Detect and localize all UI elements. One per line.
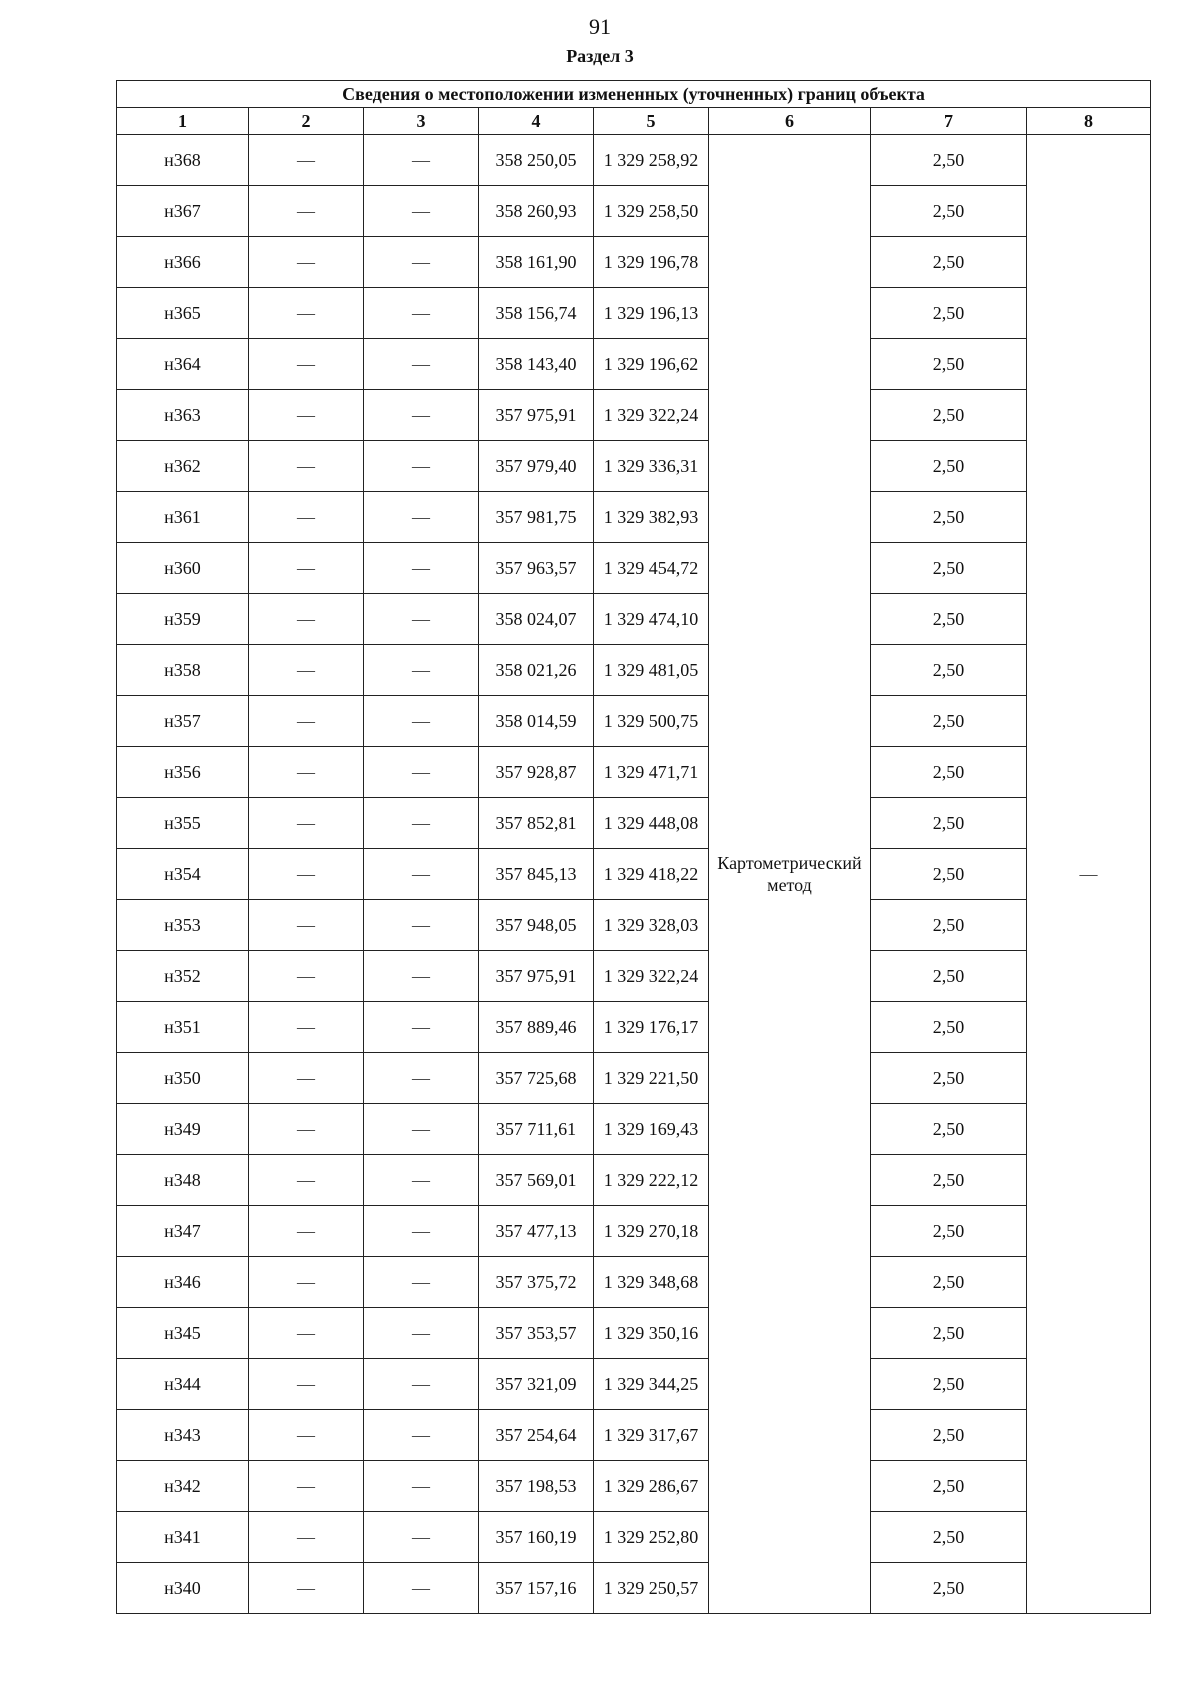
x-coordinate-cell: 357 725,68 <box>479 1053 594 1104</box>
column-2-cell: — <box>249 1206 364 1257</box>
y-coordinate-cell: 1 329 322,24 <box>594 951 709 1002</box>
point-name-cell: н357 <box>117 696 249 747</box>
y-coordinate-cell: 1 329 258,50 <box>594 186 709 237</box>
x-coordinate-cell: 357 981,75 <box>479 492 594 543</box>
y-coordinate-cell: 1 329 344,25 <box>594 1359 709 1410</box>
column-3-cell: — <box>364 441 479 492</box>
column-3-cell: — <box>364 951 479 1002</box>
point-name-cell: н353 <box>117 900 249 951</box>
column-2-cell: — <box>249 798 364 849</box>
column-2-cell: — <box>249 1410 364 1461</box>
y-coordinate-cell: 1 329 328,03 <box>594 900 709 951</box>
column-2-cell: — <box>249 1002 364 1053</box>
table-row <box>117 135 1151 186</box>
column-2-cell: — <box>249 135 364 186</box>
y-coordinate-cell: 1 329 286,67 <box>594 1461 709 1512</box>
column-2-cell: — <box>249 1104 364 1155</box>
table-row <box>117 543 1151 594</box>
point-name-cell: н366 <box>117 237 249 288</box>
column-3-cell: — <box>364 900 479 951</box>
y-coordinate-cell: 1 329 350,16 <box>594 1308 709 1359</box>
column-3-cell: — <box>364 1359 479 1410</box>
table-row <box>117 1002 1151 1053</box>
point-name-cell: н361 <box>117 492 249 543</box>
x-coordinate-cell: 357 979,40 <box>479 441 594 492</box>
y-coordinate-cell: 1 329 250,57 <box>594 1563 709 1614</box>
point-name-cell: н346 <box>117 1257 249 1308</box>
point-name-cell: н368 <box>117 135 249 186</box>
y-coordinate-cell: 1 329 270,18 <box>594 1206 709 1257</box>
column-3-cell: — <box>364 1308 479 1359</box>
table-row <box>117 1461 1151 1512</box>
column-2-cell: — <box>249 1308 364 1359</box>
table-row <box>117 441 1151 492</box>
x-coordinate-cell: 358 250,05 <box>479 135 594 186</box>
point-name-cell: н348 <box>117 1155 249 1206</box>
accuracy-cell: 2,50 <box>871 492 1027 543</box>
column-number: 8 <box>1027 108 1151 135</box>
column-2-cell: — <box>249 543 364 594</box>
table-row <box>117 951 1151 1002</box>
point-name-cell: н363 <box>117 390 249 441</box>
accuracy-cell: 2,50 <box>871 594 1027 645</box>
column-2-cell: — <box>249 1359 364 1410</box>
x-coordinate-cell: 357 852,81 <box>479 798 594 849</box>
column-2-cell: — <box>249 1563 364 1614</box>
x-coordinate-cell: 357 160,19 <box>479 1512 594 1563</box>
y-coordinate-cell: 1 329 196,62 <box>594 339 709 390</box>
column-2-cell: — <box>249 186 364 237</box>
column-3-cell: — <box>364 492 479 543</box>
column-3-cell: — <box>364 645 479 696</box>
accuracy-cell: 2,50 <box>871 390 1027 441</box>
column-2-cell: — <box>249 1461 364 1512</box>
accuracy-cell: 2,50 <box>871 1053 1027 1104</box>
table-row <box>117 237 1151 288</box>
column-3-cell: — <box>364 1155 479 1206</box>
x-coordinate-cell: 357 375,72 <box>479 1257 594 1308</box>
accuracy-cell: 2,50 <box>871 1308 1027 1359</box>
point-name-cell: н355 <box>117 798 249 849</box>
y-coordinate-cell: 1 329 382,93 <box>594 492 709 543</box>
x-coordinate-cell: 358 260,93 <box>479 186 594 237</box>
table-row <box>117 1563 1151 1614</box>
column-2-cell: — <box>249 900 364 951</box>
table-row <box>117 1359 1151 1410</box>
accuracy-cell: 2,50 <box>871 1512 1027 1563</box>
column-number: 7 <box>871 108 1027 135</box>
x-coordinate-cell: 357 711,61 <box>479 1104 594 1155</box>
x-coordinate-cell: 357 198,53 <box>479 1461 594 1512</box>
accuracy-cell: 2,50 <box>871 441 1027 492</box>
table-row <box>117 186 1151 237</box>
table-title: Сведения о местоположении измененных (уточненных) границ объекта <box>117 81 1151 108</box>
x-coordinate-cell: 358 143,40 <box>479 339 594 390</box>
accuracy-cell: 2,50 <box>871 1104 1027 1155</box>
y-coordinate-cell: 1 329 418,22 <box>594 849 709 900</box>
column-3-cell: — <box>364 237 479 288</box>
table-row <box>117 288 1151 339</box>
y-coordinate-cell: 1 329 474,10 <box>594 594 709 645</box>
table-body <box>117 135 1151 1614</box>
column-3-cell: — <box>364 1257 479 1308</box>
x-coordinate-cell: 358 021,26 <box>479 645 594 696</box>
point-name-cell: н365 <box>117 288 249 339</box>
accuracy-cell: 2,50 <box>871 543 1027 594</box>
accuracy-cell: 2,50 <box>871 1461 1027 1512</box>
accuracy-cell: 2,50 <box>871 747 1027 798</box>
accuracy-cell: 2,50 <box>871 186 1027 237</box>
point-name-cell: н364 <box>117 339 249 390</box>
column-2-cell: — <box>249 1257 364 1308</box>
accuracy-cell: 2,50 <box>871 849 1027 900</box>
point-name-cell: н351 <box>117 1002 249 1053</box>
y-coordinate-cell: 1 329 454,72 <box>594 543 709 594</box>
x-coordinate-cell: 357 254,64 <box>479 1410 594 1461</box>
accuracy-cell: 2,50 <box>871 1563 1027 1614</box>
column-3-cell: — <box>364 1410 479 1461</box>
accuracy-cell: 2,50 <box>871 1257 1027 1308</box>
column-number: 3 <box>364 108 479 135</box>
accuracy-cell: 2,50 <box>871 237 1027 288</box>
table-row <box>117 798 1151 849</box>
column-3-cell: — <box>364 1461 479 1512</box>
point-name-cell: н343 <box>117 1410 249 1461</box>
column-2-cell: — <box>249 951 364 1002</box>
point-name-cell: н354 <box>117 849 249 900</box>
x-coordinate-cell: 357 157,16 <box>479 1563 594 1614</box>
column-3-cell: — <box>364 798 479 849</box>
column-2-cell: — <box>249 339 364 390</box>
table-row <box>117 1512 1151 1563</box>
column-3-cell: — <box>364 1104 479 1155</box>
table-row <box>117 339 1151 390</box>
page-number: 91 <box>589 14 611 39</box>
column-8-cell: — <box>1027 135 1151 1614</box>
x-coordinate-cell: 357 948,05 <box>479 900 594 951</box>
column-3-cell: — <box>364 594 479 645</box>
accuracy-cell: 2,50 <box>871 951 1027 1002</box>
accuracy-cell: 2,50 <box>871 798 1027 849</box>
table-row <box>117 696 1151 747</box>
table-row <box>117 594 1151 645</box>
point-name-cell: н347 <box>117 1206 249 1257</box>
accuracy-cell: 2,50 <box>871 645 1027 696</box>
point-name-cell: н352 <box>117 951 249 1002</box>
column-number: 1 <box>117 108 249 135</box>
y-coordinate-cell: 1 329 221,50 <box>594 1053 709 1104</box>
column-3-cell: — <box>364 390 479 441</box>
boundary-coordinates-table <box>116 80 1151 1614</box>
point-name-cell: н345 <box>117 1308 249 1359</box>
column-3-cell: — <box>364 1512 479 1563</box>
column-number: 2 <box>249 108 364 135</box>
column-3-cell: — <box>364 1563 479 1614</box>
column-2-cell: — <box>249 288 364 339</box>
y-coordinate-cell: 1 329 471,71 <box>594 747 709 798</box>
y-coordinate-cell: 1 329 169,43 <box>594 1104 709 1155</box>
x-coordinate-cell: 358 161,90 <box>479 237 594 288</box>
table-row <box>117 1104 1151 1155</box>
table-row <box>117 747 1151 798</box>
column-2-cell: — <box>249 594 364 645</box>
accuracy-cell: 2,50 <box>871 1002 1027 1053</box>
column-2-cell: — <box>249 441 364 492</box>
column-number: 5 <box>594 108 709 135</box>
accuracy-cell: 2,50 <box>871 1206 1027 1257</box>
x-coordinate-cell: 357 975,91 <box>479 390 594 441</box>
column-3-cell: — <box>364 696 479 747</box>
point-name-cell: н342 <box>117 1461 249 1512</box>
point-name-cell: н360 <box>117 543 249 594</box>
column-2-cell: — <box>249 1053 364 1104</box>
column-3-cell: — <box>364 543 479 594</box>
y-coordinate-cell: 1 329 336,31 <box>594 441 709 492</box>
table-row <box>117 1308 1151 1359</box>
x-coordinate-cell: 358 024,07 <box>479 594 594 645</box>
table-row <box>117 1155 1151 1206</box>
column-2-cell: — <box>249 747 364 798</box>
column-3-cell: — <box>364 186 479 237</box>
column-number: 6 <box>709 108 871 135</box>
column-2-cell: — <box>249 645 364 696</box>
table-row <box>117 492 1151 543</box>
table-row <box>117 900 1151 951</box>
y-coordinate-cell: 1 329 222,12 <box>594 1155 709 1206</box>
y-coordinate-cell: 1 329 481,05 <box>594 645 709 696</box>
column-number: 4 <box>479 108 594 135</box>
x-coordinate-cell: 357 963,57 <box>479 543 594 594</box>
column-3-cell: — <box>364 747 479 798</box>
point-name-cell: н358 <box>117 645 249 696</box>
y-coordinate-cell: 1 329 322,24 <box>594 390 709 441</box>
x-coordinate-cell: 357 928,87 <box>479 747 594 798</box>
column-3-cell: — <box>364 135 479 186</box>
column-2-cell: — <box>249 849 364 900</box>
column-3-cell: — <box>364 849 479 900</box>
x-coordinate-cell: 357 889,46 <box>479 1002 594 1053</box>
x-coordinate-cell: 357 975,91 <box>479 951 594 1002</box>
y-coordinate-cell: 1 329 448,08 <box>594 798 709 849</box>
column-2-cell: — <box>249 237 364 288</box>
column-2-cell: — <box>249 696 364 747</box>
point-name-cell: н367 <box>117 186 249 237</box>
y-coordinate-cell: 1 329 176,17 <box>594 1002 709 1053</box>
table-row <box>117 390 1151 441</box>
table-row <box>117 1410 1151 1461</box>
accuracy-cell: 2,50 <box>871 1410 1027 1461</box>
column-2-cell: — <box>249 1155 364 1206</box>
column-2-cell: — <box>249 1512 364 1563</box>
y-coordinate-cell: 1 329 317,67 <box>594 1410 709 1461</box>
point-name-cell: н359 <box>117 594 249 645</box>
method-cell: Картометрический метод <box>709 135 871 1614</box>
point-name-cell: н341 <box>117 1512 249 1563</box>
point-name-cell: н344 <box>117 1359 249 1410</box>
column-3-cell: — <box>364 339 479 390</box>
accuracy-cell: 2,50 <box>871 900 1027 951</box>
x-coordinate-cell: 357 569,01 <box>479 1155 594 1206</box>
accuracy-cell: 2,50 <box>871 135 1027 186</box>
accuracy-cell: 2,50 <box>871 1359 1027 1410</box>
point-name-cell: н362 <box>117 441 249 492</box>
x-coordinate-cell: 357 477,13 <box>479 1206 594 1257</box>
column-3-cell: — <box>364 1002 479 1053</box>
y-coordinate-cell: 1 329 500,75 <box>594 696 709 747</box>
x-coordinate-cell: 357 845,13 <box>479 849 594 900</box>
x-coordinate-cell: 358 014,59 <box>479 696 594 747</box>
accuracy-cell: 2,50 <box>871 339 1027 390</box>
point-name-cell: н349 <box>117 1104 249 1155</box>
point-name-cell: н350 <box>117 1053 249 1104</box>
table-row <box>117 849 1151 900</box>
x-coordinate-cell: 357 353,57 <box>479 1308 594 1359</box>
y-coordinate-cell: 1 329 196,78 <box>594 237 709 288</box>
table-row <box>117 645 1151 696</box>
column-3-cell: — <box>364 288 479 339</box>
column-3-cell: — <box>364 1053 479 1104</box>
table-row <box>117 1257 1151 1308</box>
accuracy-cell: 2,50 <box>871 1155 1027 1206</box>
y-coordinate-cell: 1 329 348,68 <box>594 1257 709 1308</box>
y-coordinate-cell: 1 329 196,13 <box>594 288 709 339</box>
accuracy-cell: 2,50 <box>871 696 1027 747</box>
point-name-cell: н356 <box>117 747 249 798</box>
y-coordinate-cell: 1 329 252,80 <box>594 1512 709 1563</box>
x-coordinate-cell: 358 156,74 <box>479 288 594 339</box>
section-title: Раздел 3 <box>566 46 634 66</box>
x-coordinate-cell: 357 321,09 <box>479 1359 594 1410</box>
y-coordinate-cell: 1 329 258,92 <box>594 135 709 186</box>
point-name-cell: н340 <box>117 1563 249 1614</box>
accuracy-cell: 2,50 <box>871 288 1027 339</box>
column-3-cell: — <box>364 1206 479 1257</box>
column-2-cell: — <box>249 390 364 441</box>
table-row <box>117 1053 1151 1104</box>
column-2-cell: — <box>249 492 364 543</box>
table-row <box>117 1206 1151 1257</box>
